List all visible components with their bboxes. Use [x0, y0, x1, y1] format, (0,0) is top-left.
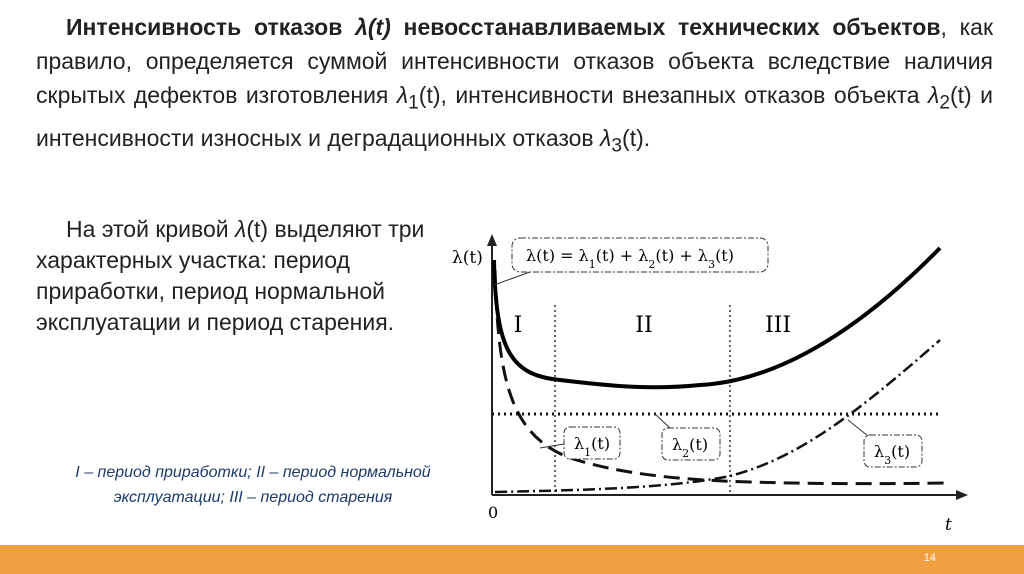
- figure-caption: I – период приработки; II – период нормальной эксплуатации; III – период старения: [75, 464, 431, 506]
- term-nonrestorable-objects: невосстанавливаемых технических объектов: [403, 14, 941, 40]
- bathtub-curve-diagram: [440, 230, 970, 540]
- lambda1-callout-text: $\lambda_1(t)$: [574, 434, 611, 459]
- slide-number: 14: [923, 552, 936, 564]
- lambda3-callout-text: $\lambda_3(t)$: [874, 442, 911, 467]
- paragraph-curve-description: [36, 214, 436, 338]
- period-label-I: I: [513, 313, 523, 338]
- origin-label: 0: [488, 503, 499, 522]
- x-axis-label: t: [945, 515, 952, 535]
- lambda3-arg: (t).: [622, 124, 651, 151]
- curve-text-a: На этой кривой: [66, 216, 236, 242]
- lambda1-symbol: λ: [396, 82, 409, 108]
- formula-text: $\lambda(t) = \lambda_1(t) + \lambda_2(t) + \lambda_3(t)$: [526, 246, 734, 271]
- curve-lambda-symbol: λ: [235, 216, 247, 242]
- lambda3-callout-pointer: [848, 420, 868, 436]
- lambda1-arg: (t),: [418, 82, 447, 108]
- lambda3-symbol: λ: [600, 124, 612, 151]
- paragraph-main: [36, 10, 993, 163]
- x-axis-arrow: [956, 490, 968, 500]
- lambda2-callout-pointer: [655, 414, 670, 428]
- text-segment-c: и интенсивности износных и деградационных отказов: [36, 82, 993, 151]
- lambda-t-symbol: λ(t): [355, 14, 391, 40]
- curve-text-b: (t) выделяют три характерных участка: период приработки, период нормальной эксплуатации и период старения.: [36, 216, 425, 335]
- lambda2-subscript: 2: [939, 92, 950, 114]
- text-segment-a: , как правило, определяется суммой интенсивности отказов объекта вследствие наличия скрытых дефектов изготовления: [36, 14, 994, 108]
- formula-callout-pointer: [494, 272, 530, 285]
- y-axis-label: λ(t): [452, 248, 483, 268]
- lambda2-arg: (t): [950, 82, 972, 108]
- lambda2-symbol: λ: [928, 82, 940, 108]
- lambda2-callout-text: $\lambda_2(t)$: [672, 435, 709, 460]
- lambda3-increasing-curve: [495, 340, 940, 492]
- lambda3-subscript: 3: [611, 135, 623, 157]
- lambda1-callout-pointer: [540, 444, 564, 448]
- footer-bar: [0, 545, 1024, 574]
- period-label-III: III: [764, 313, 792, 338]
- term-failure-rate: Интенсивность отказов: [66, 14, 343, 40]
- text-segment-b: интенсивности внезапных отказов объекта: [446, 82, 929, 108]
- y-axis-arrow: [487, 234, 497, 246]
- lambda1-subscript: 1: [408, 92, 419, 114]
- period-label-II: II: [635, 313, 653, 338]
